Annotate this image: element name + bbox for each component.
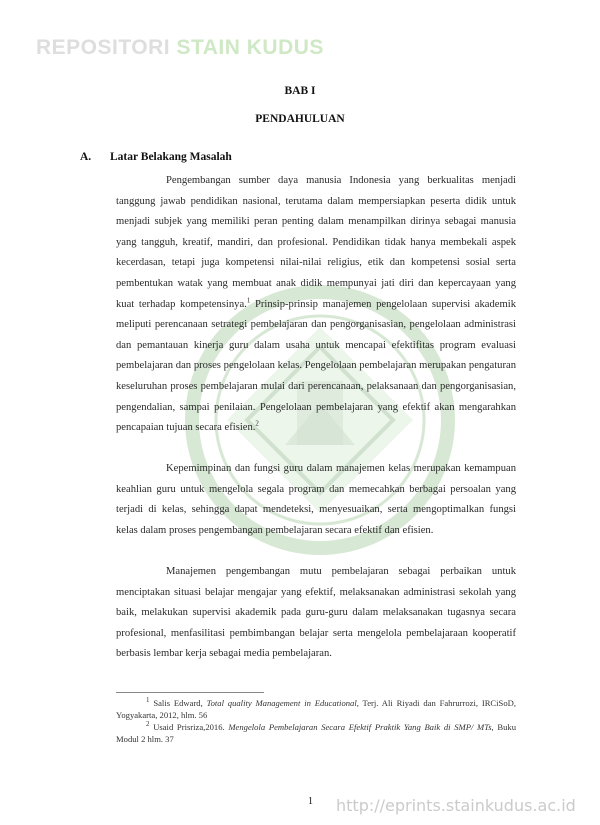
watermark-repositori: REPOSITORI — [36, 36, 177, 59]
paragraph-3-text: Manajemen pengembangan mutu pembelajaran sebagai perbaikan untuk menciptakan situasi belajar mengajar yang efektif, melaksanakan administrasi sekolah yang baik, melakukan supervisi akademik pada guru-guru dalam melaksanakan tugasnya secara profesional, menfasilitasi pembimbangan belajar serta mengelola pembelajaraan kooperatif berbasis lembar kerja sebagai media pembelajaran. — [116, 566, 516, 660]
chapter-number: BAB I — [284, 85, 316, 97]
footnote-divider — [116, 692, 264, 693]
footnote-1 — [116, 698, 516, 721]
paragraph-1 — [116, 171, 516, 439]
eprints-url-watermark: http://eprints.stainkudus.ac.id — [336, 796, 576, 815]
page-number: 1 — [308, 796, 313, 807]
footnote-1-post: , Terj. Ali Riyadi dan Fahrurrozi, IRCiSoD, Yogyakarta, 2012, hlm. 56 — [116, 698, 516, 720]
section-heading — [80, 151, 232, 163]
watermark-stain-kudus: STAIN KUDUS — [176, 36, 324, 59]
paragraph-1-text-continued: Prinsip-prinsip manajemen pengelolaan supervisi akademik meliputi perencanaan setrategi pembelajaran dan pengorganisasian, pengelolaan administrasi dan pemantauan kinerja guru dalam usaha untuk mencapai efektifitas program evaluasi pembelajaran dan proses pengelolaan kelas. Pengelolaan pembelajaran merupakan pengaturan keseluruhan proses pembelajaran mulai dari perencanaan, pelaksanaan dan pengorganisasian, pengendalian, sampai penilaian. Pengelolaan pembelajaran yang efektif akan mengarahkan pencapaian tujuan secara efisien. — [116, 298, 516, 434]
footnote-2-number: 2 — [146, 720, 150, 729]
footnote-2-post: , Buku Modul 2 hlm. 37 — [116, 722, 517, 744]
footnote-1-title: Total quality Management in Educational — [206, 698, 357, 708]
paragraph-2 — [116, 459, 516, 541]
section-title: Latar Belakang Masalah — [110, 151, 232, 163]
footnote-ref-2: 2 — [255, 419, 259, 428]
chapter-title: PENDAHULUAN — [255, 113, 345, 125]
section-letter: A. — [80, 151, 92, 163]
paragraph-3 — [116, 562, 516, 665]
footnote-2-title: Mengelola Pembelajaran Secara Efektif Praktik Yang Baik di SMP/ MTs — [228, 722, 492, 732]
repository-watermark — [36, 36, 324, 60]
footnote-2-pre: Usaid Prisriza,2016. — [149, 722, 229, 732]
footnote-1-pre: Salis Edward, — [149, 698, 207, 708]
paragraph-2-text: Kepemimpinan dan fungsi guru dalam manajemen kelas merupakan kemampuan keahlian guru untuk mengelola segala program dan memecahkan berbagai persoalan yang terjadi di kelas, sehingga dapat mendeteksi, menyesuaikan, serta mengoptimalkan fungsi kelas dalam proses pengembangan pembelajaran secara efektif dan efisien. — [116, 463, 516, 536]
footnote-ref-1: 1 — [246, 296, 251, 305]
footnote-2 — [116, 722, 516, 745]
paragraph-1-text: Pengembangan sumber daya manusia Indonesia yang berkualitas menjadi tanggung jawab pendidikan nasional, terutama dalam mempersiapkan peserta didik untuk menjadi subjek yang memiliki peran penting dalam menampilkan dirinya sebagai manusia yang tangguh, kreatif, mandiri, dan profesional. Pendidikan tidak hanya membekali aspek kecerdasan, tetapi juga kompetensi nilai-nilai religius, etik dan kompetensi sosial serta pembentukan watak yang membuat anak didik mempunyai jati diri dan kepercayaan yang kuat terhadap kompetensinya. — [116, 175, 516, 310]
footnote-1-number: 1 — [146, 696, 150, 705]
